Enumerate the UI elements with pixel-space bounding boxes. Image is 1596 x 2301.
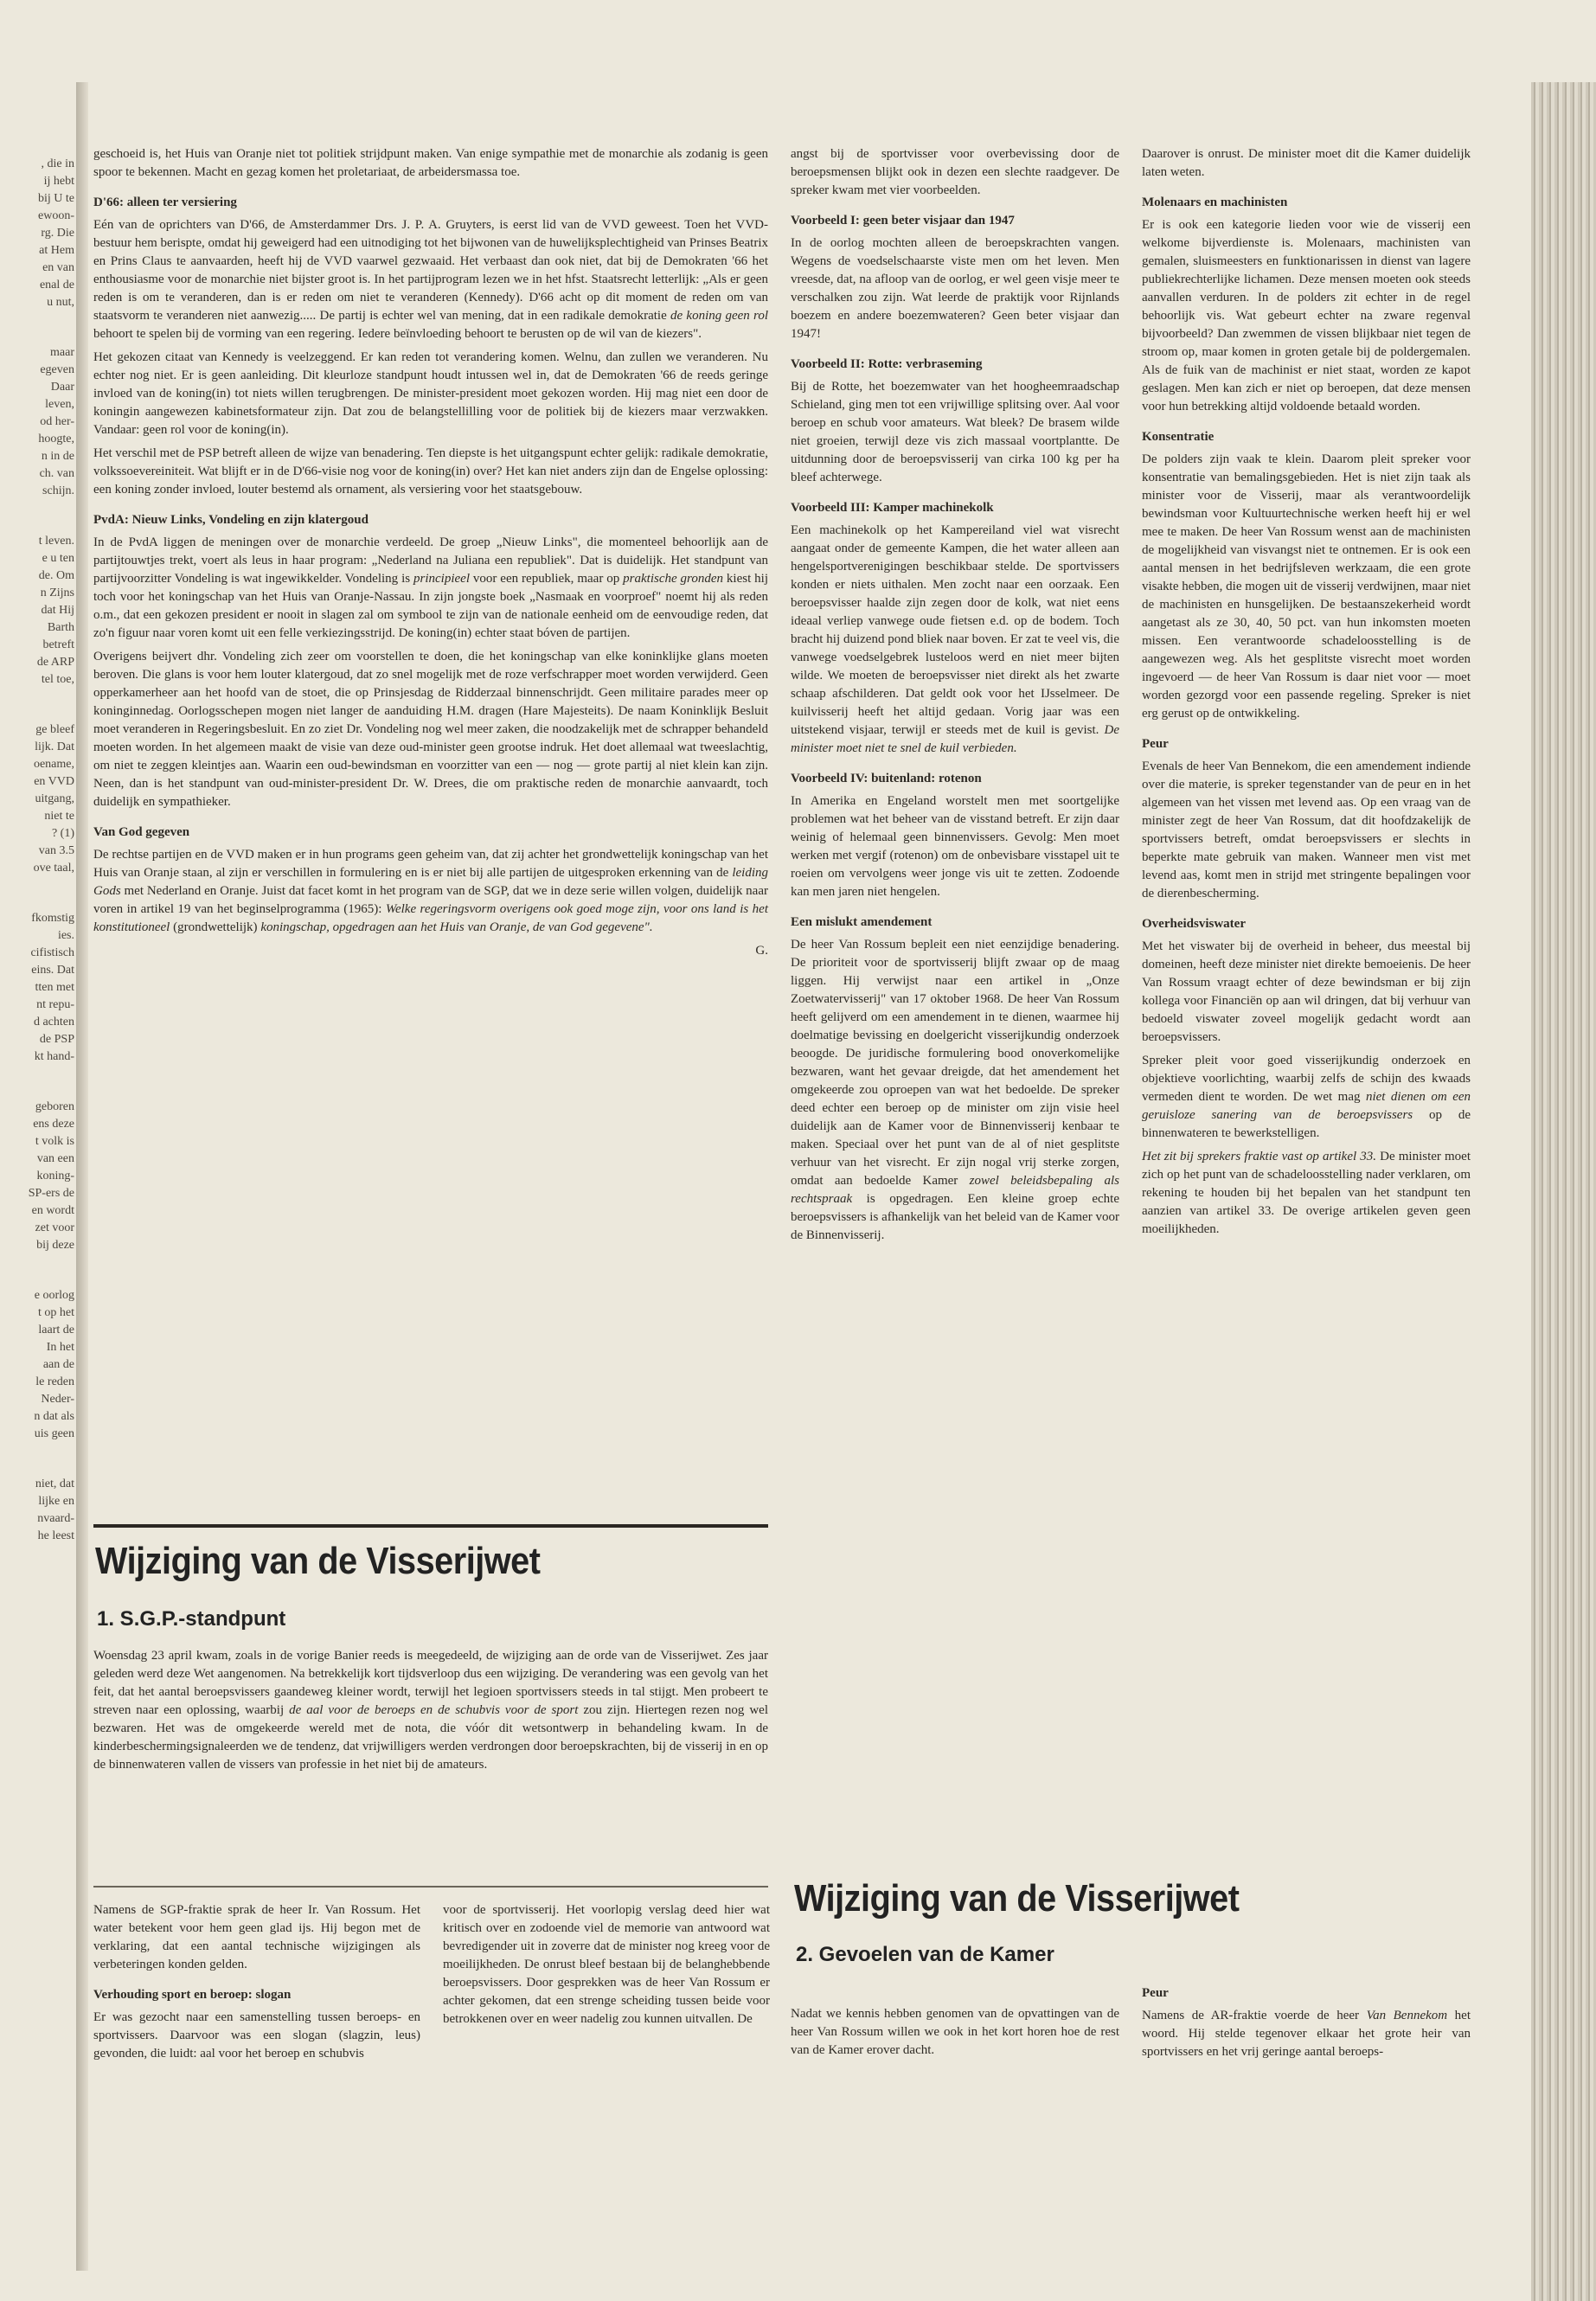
example-1-heading: Voorbeeld I: geen beter visjaar dan 1947: [791, 214, 1015, 228]
stub-line: enal de: [39, 279, 74, 292]
pvda-paragraph-2: Overigens beijvert dhr. Vondeling zich zeer om voorstellen te doen, die het koningschap van elke koninklijke glans moeten beroven. Die glans is voor hem louter klatergoud, dat zo snel mogelijk met de roze verfschrapper moet worden verwijderd. Geen opperkamerheer aan het hoofd van de stoet, die op Prinsjesdag de Ridderzaal binnenschrijdt. Geen militaire parades meer op koninginnedag. Oorlogsschepen mogen niet langer de aanduiding H.M. dragen (Hare Majesteits). De naam Koninklijk Besluit moet veranderen in Regeringsbesluit. En zo ziet Dr. Vondeling nog wel meer zaken, die noodzakelijk met de schrapper behandeld moeten worden. In het algemeen maakt de visie van deze oud-minister geen grootse indruk. Het doet allemaal wat tweeslachtig, om niet te zeggen kleintjes aan. Waarin een oud-bewindsman en voorzitter van een — nog — grote partij al niet klein kan zijn. Neen, dan is het standpunt van oud-minister-president Dr. W. Drees, die om praktische reden de monarchie aanvaardt, toch duidelijk en sympathieker.: [93, 650, 768, 809]
stub-line: u nut,: [47, 296, 74, 309]
article-title: Wijziging van de Visserijwet: [95, 1540, 541, 1582]
stub-line: le reden: [35, 1375, 74, 1388]
stub-line: e u ten: [42, 552, 74, 565]
stub-line: Daar: [50, 381, 74, 394]
paragraph: Er is ook een kategorie lieden voor wie de visserij een welkome bijverdienste is. Molenaars, machinisten van gemalen, sluismeesters en funktionarissen in dienst van lagere publiekrechterlijke lichamen. Deze mensen moeten ook steeds aanvallen verduren. In de polders zit echter in de regel behoorlijk vis. Wat gebeurt echter na zware regenval bijvoorbeeld? Dan zwemmen de vissen blijkbaar niet tegen de stroom op, maar komen in groten getale bij de poldergemalen. Als de fuik van de machinist er niet staat, worden ze kapot geslagen. Men kan zich er niet op beroepen, dat deze mensen voor hun betrekking altijd voldoende betaald worden.: [1142, 218, 1471, 413]
example-3-heading: Voorbeeld III: Kamper machinekolk: [791, 501, 994, 515]
stub-line: ch. van: [39, 467, 74, 480]
stub-line: maar: [50, 346, 74, 359]
stub-line: de PSP: [39, 1033, 74, 1046]
stub-line: niet te: [44, 810, 74, 823]
stub-line: t op het: [38, 1306, 74, 1319]
example-2-heading: Voorbeeld II: Rotte: verbraseming: [791, 357, 983, 371]
article-column-3: [1142, 145, 1471, 1244]
stub-line: t leven.: [38, 535, 74, 548]
stub-line: fkomstig: [31, 912, 74, 925]
paragraph: Nadat we kennis hebben genomen van de opvattingen van de heer Van Rossum willen we ook in het kort horen hoe de rest van de Kamer erover dacht.: [791, 2007, 1119, 2057]
article-column-1a: [93, 1901, 420, 2068]
d66-paragraph-2: Het gekozen citaat van Kennedy is veelzeggend. Er kan reden tot verandering komen. Welnu, dan zullen we veranderen. Nu echter nog niet. Er is geen aanleiding. Dit kleurloze standpunt houdt intussen wel in, dat de Demokraten '66 de reeds geringe invloed van de koning(in) tot niets willen terugbrengen. De minister-president moet gekozen worden. Hij mag niet een door de koningin aangewezen kabinetsformateur zijn. Dat zou de belangstellilling voor de politiek bij de kiezers maar verzwakken. Vandaar: geen rol voor de koning(in).: [93, 350, 768, 437]
stub-line: ies.: [57, 929, 74, 942]
example-4-heading: Voorbeeld IV: buitenland: rotenon: [791, 772, 982, 785]
stub-line: niet, dat: [35, 1477, 74, 1490]
page-stack-edge: [1531, 82, 1596, 2301]
stub-line: egeven: [40, 363, 74, 376]
intro-paragraph: geschoeid is, het Huis van Oranje niet tot politiek strijdpunt maken. Van enige sympathie met de monarchie als zodanig is geen spoor te bekennen. Macht en gezag komen het proletariaat, de arbeidersmassa toe.: [93, 147, 768, 179]
stub-line: , die in: [41, 157, 74, 170]
stub-line: n Zijns: [40, 586, 74, 599]
stub-line: cifistisch: [30, 946, 74, 959]
article-column-2: [791, 145, 1119, 1250]
paragraph: Namens de SGP-fraktie sprak de heer Ir. Van Rossum. Het water betekent voor hem geen glad ijs. Hij begon met de verklaring, dat een aantal technische wijzigingen als verbeteringen konden gelden.: [93, 1903, 420, 1971]
slogan-heading: Verhouding sport en beroep: slogan: [93, 1988, 292, 2002]
paragraph: De heer Van Rossum bepleit een niet eenzijdige benadering. De prioriteit voor de sportvisserij blijft zwaar op de maag liggen. Hij verwijst naar een artikel in „Onze Zoetwatervisserij" van 17 oktober 1968. De heer Van Rossum heeft gelijverd om een amendement in te dienen, waarmee hij doelmatige bevissing en doelgericht visserijkundig onderzoek beoogde. De juridische formulering bood onoverkomelijke bezwaren, want het gevaar dreigde, dat het amendement het omgekeerde zou oproepen van wat het bedoelde. De spreker deed echter een beroep op de minister om zijn visie heel duidelijk aan de Kamer voor de Binnenvisserij kenbaar te maken. Speciaal over het punt van de al of niet gesplitste verhuur van het visrecht. Er zijn nogal vrij sterke zorgen, omdat aan bedoelde Kamer zowel beleidsbepaling als rechtspraak is opgedragen. Een kleine groep echte beroepsvissers is afhankelijk van het beleid van de Kamer voor de Binnenvisserij.: [791, 938, 1120, 1242]
stub-line: at Hem: [39, 244, 74, 257]
stub-line: kt hand-: [34, 1050, 74, 1063]
previous-page-fragments: [0, 156, 74, 1545]
stub-line: tel toe,: [41, 673, 74, 686]
amendment-heading: Een mislukt amendement: [791, 915, 933, 929]
stub-line: bij U te: [38, 192, 74, 205]
concentration-heading: Konsentratie: [1142, 430, 1215, 444]
paragraph: Spreker pleit voor goed visserijkundig onderzoek en objektieve voorlichting, waarbij zelfs de schijn des kwaads vermeden dient te worden. De wet mag niet dienen om een geruisloze sanering van de beroepsvissers op de binnenwateren te bewerkstelligen.: [1142, 1054, 1471, 1140]
binding-gutter: [76, 82, 88, 2271]
stub-line: ens deze: [33, 1118, 74, 1131]
stub-line: ove taal,: [33, 862, 74, 875]
millers-heading: Molenaars en machinisten: [1142, 195, 1288, 209]
paragraph: Namens de AR-fraktie voerde de heer Van Bennekom het woord. Hij stelde tegenover elkaar het grote heir van sportvissers en het vrij geringe aantal beroeps-: [1142, 2009, 1471, 2059]
stub-line: oename,: [33, 758, 74, 771]
paragraph: voor de sportvisserij. Het voorlopig verslag deed hier wat kritisch over en zodoende viel de memorie van antwoord wat bevredigender uit in zoverre dat de minister nog kreeg voor de moeilijkheden. De onrust bleef bestaan bij de belanghebbende beroepsvissers. Door gesprekken was de heer Van Rossum er achter gekomen, dat een strenge scheiding tussen beide voor betrokkenen over en weer nadelig zou kunnen uitvallen. De: [443, 1903, 770, 2026]
peur-heading: Peur: [1142, 737, 1169, 751]
stub-line: rg. Die: [41, 227, 74, 240]
stub-line: de ARP: [36, 656, 74, 669]
column-monarchy: [93, 145, 768, 965]
stub-line: eins. Dat: [31, 964, 74, 977]
government-water-heading: Overheidsviswater: [1142, 917, 1246, 931]
stub-line: dat Hij: [41, 604, 74, 617]
article2-column-right: [1142, 1972, 1471, 2067]
stub-line: van 3.5: [38, 844, 74, 857]
stub-line: geboren: [35, 1100, 74, 1113]
stub-line: lijk. Dat: [35, 740, 74, 753]
stub-line: e oorlog: [34, 1289, 74, 1302]
paragraph: In de oorlog mochten alleen de beroepskrachten vangen. Wegens de voedselschaarste viste men om het leven. Men vreesde, dat, na afloop van de oorlog, er wel geen visje meer te verschalken zou zijn. Wat leerde de praktijk voor Rijnlands boezem en andere boezemwateren? Geen beter visjaar dan 1947!: [791, 236, 1119, 341]
stub-line: en VVD: [34, 775, 74, 788]
stub-line: schijn.: [42, 484, 74, 497]
stub-line: tten met: [35, 981, 74, 994]
stub-line: ij hebt: [43, 175, 74, 188]
stub-line: zet voor: [35, 1221, 74, 1234]
d66-heading: D'66: alleen ter versiering: [93, 195, 237, 209]
article-column-1b: [443, 1901, 770, 2034]
d66-paragraph-3: Het verschil met de PSP betreft alleen de wijze van benadering. Ten diepste is het uitgangspunt echter gelijk: radikale demokratie, volkssoevereiniteit. Wat blijft er in de D'66-visie nog voor de koning(in) over? Het kan niet anders zijn dan de Engelse oplossing: een koning zonder invloed, louter bestemd als ornament, als versiering voor het staatsgebouw.: [93, 446, 768, 497]
stub-line: uitgang,: [35, 792, 74, 805]
paragraph: Het zit bij sprekers fraktie vast op artikel 33. De minister moet zich op het punt van de schadeloosstelling nader verklaren, om rekening te houden bij het bepalen van het standpunt ten aanzien van artikel 33. De overige artikelen geven geen moeilijkheden.: [1142, 1150, 1471, 1236]
stub-line: Barth: [47, 621, 74, 634]
stub-line: ? (1): [51, 827, 74, 840]
stub-line: lijke en: [38, 1495, 74, 1508]
paragraph: Daarover is onrust. De minister moet dit die Kamer duidelijk laten weten.: [1142, 147, 1471, 179]
stub-line: ge bleef: [35, 723, 74, 736]
paragraph: Een machinekolk op het Kampereiland viel wat visrecht aangaat onder de gemeente Kampen, die het water alleen aan hengelsportverenigingen beschikbaar stelde. De sportvissers konden er niets uithalen. Men zocht naar een oorzaak. Een beroepsvisser haalde zijn zegen door de kolk, wat niet eens ideaal verliep vanwege oude fietsen e.d. op de bodem. Toch bracht hij duizend pond bliek naar boven. Er zat te veel vis, die vanwege voedselgebrek lusteloos werd en niet meer bijten wilde. We moeten de beroepsvisser niet direkt als het zwarte schaap afschilderen. Dat geldt ook voor het IJsselmeer. De kuilvisserij heeft het altijd gedaan. Vorig jaar was een uitstekend visjaar, terwijl er steeds met de kuil is gevist. De minister moet niet te snel de kuil verbieden.: [791, 523, 1119, 755]
paragraph: angst bij de sportvisser voor overbevissing door de beroepsmensen blijkt ook in dezen een slechte raadgever. De spreker kwam met vier voorbeelden.: [791, 147, 1119, 197]
stub-line: n in de: [41, 450, 74, 463]
stub-line: leven,: [45, 398, 74, 411]
stub-line: uis geen: [34, 1427, 74, 1440]
stub-line: he leest: [37, 1529, 74, 1542]
paragraph: Evenals de heer Van Bennekom, die een amendement indiende over die materie, is spreker tegenstander van de peur en in het algemeen van het vissen met levend aas. Op een vraag van de minister zegt de heer Van Rossum, dat dit hoofdzakelijk de sportvissers betreft, omdat beroepsvissers er slechts in beperkte mate gebruik van maken. Wanneer men vist met levend aas, komt men in strijd met stringente bepalingen voor de dierenbescherming.: [1142, 760, 1471, 901]
stub-line: n dat als: [34, 1410, 74, 1423]
article-divider: [93, 1524, 768, 1528]
stub-line: van een: [36, 1152, 74, 1165]
article2-title: Wijziging van de Visserijwet: [794, 1877, 1240, 1920]
author-signature: G.: [755, 944, 768, 958]
stub-line: od her-: [40, 415, 74, 428]
article-subtitle: 1. S.G.P.-standpunt: [97, 1607, 286, 1631]
stub-line: aan de: [42, 1358, 74, 1371]
stub-line: en wordt: [31, 1204, 74, 1217]
stub-line: ewoon-: [38, 209, 74, 222]
lead-paragraph: Woensdag 23 april kwam, zoals in de vorige Banier reeds is meegedeeld, de wijziging aan de orde van de Visserijwet. Zes jaar geleden werd deze Wet aangenomen. Na betrekkelijk kort tijdsverloop dus een wijziging. De verandering was een gevolg van het feit, dat het aantal beroepsvissers gaandeweg kleiner wordt, terwijl het legioen sportvissers steeds in tal stijgt. Men probeert te streven naar een oplossing, waarbij de aal voor de beroeps en de schubvis voor de sport zou zijn. Hiertegen rezen nog wel bezwaren. Het was de omgekeerde wereld met de nota, die vóór dit wetsontwerp in behandeling kwam. In de kinderbeschermingsignaleerden we de tendenz, dat vrijwilligers werden verdrongen door beroepskrachten, bij de visserij in en op de binnenwateren vallen de vissers van professie in het niet bij de amateurs.: [93, 1649, 768, 1772]
stub-line: d achten: [33, 1016, 74, 1029]
stub-line: bij deze: [36, 1239, 74, 1252]
article2-subtitle: 2. Gevoelen van de Kamer: [796, 1943, 1054, 1966]
pvda-paragraph-1: In de PvdA liggen de meningen over de monarchie verdeeld. De groep „Nieuw Links", die momenteel behoorlijk aan de partijtouwtjes trekt, voert als leus in haar program: „Nederland na Juliana een republiek". Dat is duidelijk. Het standpunt van partijvoorzitter Vondeling is wat ingewikkelder. Vondeling is principieel voor een republiek, maar op praktische gronden kiest hij toch voor het koningschap van het Huis van Oranje-Nassau. In zijn jongste boek „Nasmaak en voorproef" noemt hij als reden o.m., dat een gekozen president er nooit in slagen zal om symbool te zijn van de nationale eenheid om de eenvoudige reden, dat zo'n figuur naar voren komt uit een felle verkiezingsstrijd. De koning(in) echter staat bóven de partijen.: [93, 535, 768, 640]
d66-paragraph-1: Eén van de oprichters van D'66, de Amsterdammer Drs. J. P. A. Gruyters, is eerst lid van de VVD geweest. Toen het VVD-bestuur hem berispte, omdat hij geweigerd had een uitnodiging tot het bijwonen van de huwelijksplechtigheid van Prinses Beatrix en Prins Claus te aanvaarden, heeft hij de VVD vaarwel gezwaaid. Het verbaast dan ook niet, dat bij de Demokraten '66 het enthousiasme voor de monarchie niet bijster groot is. In het partijprogram lezen we in het hfst. Staatsrecht letterlijk: „Als er geen reden is om te veranderen, dan is er reden om niet te veranderen (Kennedy). D'66 acht op dit moment de reden om van staatsvorm te veranderen niet aanwezig..... De partij is echter wel van mening, dat in een radikale demokratie de koning geen rol behoort te spelen bij de vorming van een regering. Iedere beïnvloeding behoort te berusten op de wil van de kiezers".: [93, 218, 768, 341]
article2-column-left: [791, 2005, 1119, 2065]
stub-line: betreft: [42, 638, 74, 651]
paragraph: In Amerika en Engeland worstelt men met soortgelijke problemen wat het beheer van de visstand betreft. Er zijn daar weinig of helemaal geen binnenvissers. Gevolg: Men moet werken met vergif (rotenon) om de onbevisbare visstapel uit te roeien om vervolgens weer jonge vis uit te zetten. Zodoende kan men jaren niet hengelen.: [791, 794, 1119, 899]
stub-line: In het: [46, 1341, 74, 1354]
paragraph: Er was gezocht naar een samenstelling tussen beroeps- en sportvissers. Daarvoor was een slogan (slagzin, leus) gevonden, die luidt: aal voor het beroep en schubvis: [93, 2010, 420, 2061]
stub-line: Neder-: [41, 1393, 74, 1406]
stub-line: hoogte,: [38, 433, 74, 445]
god-heading: Van God gegeven: [93, 825, 190, 839]
stub-line: SP-ers de: [28, 1187, 74, 1200]
stub-line: koning-: [36, 1170, 74, 1183]
paragraph: Bij de Rotte, het boezemwater van het hoogheemraadschap Schieland, ging men tot een vrijwillige splitsing over. Aal voor beroep en schub voor amateurs. Wat bleek? De brasem wilde niet groeien, terwijl deze vis zich massaal voortplantte. De uitdunning door de beroepsvisserij van cirka 100 kg per ha bleef achterwege.: [791, 380, 1119, 484]
paragraph: De polders zijn vaak te klein. Daarom pleit spreker voor konsentratie van bemalingsgebieden. Het is niet zijn taak als minister voor de Visserij, maar als verantwoordelijk bewindsman voor Kultuurtechnische werken heeft hij er wel mee te maken. De heer Van Rossum wenst aan de machinisten de mogelijkheid van visvangst niet te ontnemen. Er is ook een aantal mensen in het bedrijfsleven werkzaam, die een grote visakte hebben, die mogen uit de visserij verdwijnen, maar niet de machinisten en hunsgelijken. De bestaanszekerheid wordt aangetast als ze 30, 40, 50 pct. van hun inkomsten moeten missen. Een verantwoorde schadeloosstelling is de aangewezen weg. Als het gesplitste visrecht moet worden ingevoerd — de heer Van Rossum is daar niet voor — moet worden gezorgd voor een passende regeling. Spreker is niet erg gerust op de ontwikkeling.: [1142, 452, 1471, 721]
paragraph: Met het viswater bij de overheid in beheer, dus meestal bij domeinen, heeft deze minister niet direkte bemoeienis. De heer Van Rossum vraagt echter of deze bewindsman er bij zijn kollega voor Financiën op aan wil dringen, dat bij verhuur van bedoeld viswater zoveel mogelijk gedacht wordt aan beroepsvissers.: [1142, 939, 1471, 1044]
stub-line: laart de: [38, 1324, 74, 1336]
lead-divider: [93, 1886, 768, 1888]
article-lead: [93, 1647, 768, 1779]
stub-line: nvaard-: [37, 1512, 74, 1525]
stub-line: t volk is: [35, 1135, 74, 1148]
peur-heading-2: Peur: [1142, 1986, 1169, 2000]
god-paragraph: De rechtse partijen en de VVD maken er in hun programs geen geheim van, dat zij achter het grondwettelijk koningschap van het Huis van Oranje staan, al zijn er verschillen in formulering en is er niet bij alle partijen de uitgesproken erkenning van de leiding Gods met Nederland en Oranje. Juist dat facet komt in het program van de SGP, dat we in deze serie willen volgen, duidelijk naar voren in artikel 19 van het beginselprogramma (1965): Welke regeringsvorm overigens ook goed moge zijn, voor ons land is het konstitutioneel (grondwettelijk) koningschap, opgedragen aan het Huis van Oranje, de van God gegevene".: [93, 848, 768, 934]
stub-line: de. Om: [38, 569, 74, 582]
pvda-heading: PvdA: Nieuw Links, Vondeling en zijn klatergoud: [93, 513, 369, 527]
stub-line: nt repu-: [36, 998, 74, 1011]
stub-line: en van: [42, 261, 74, 274]
